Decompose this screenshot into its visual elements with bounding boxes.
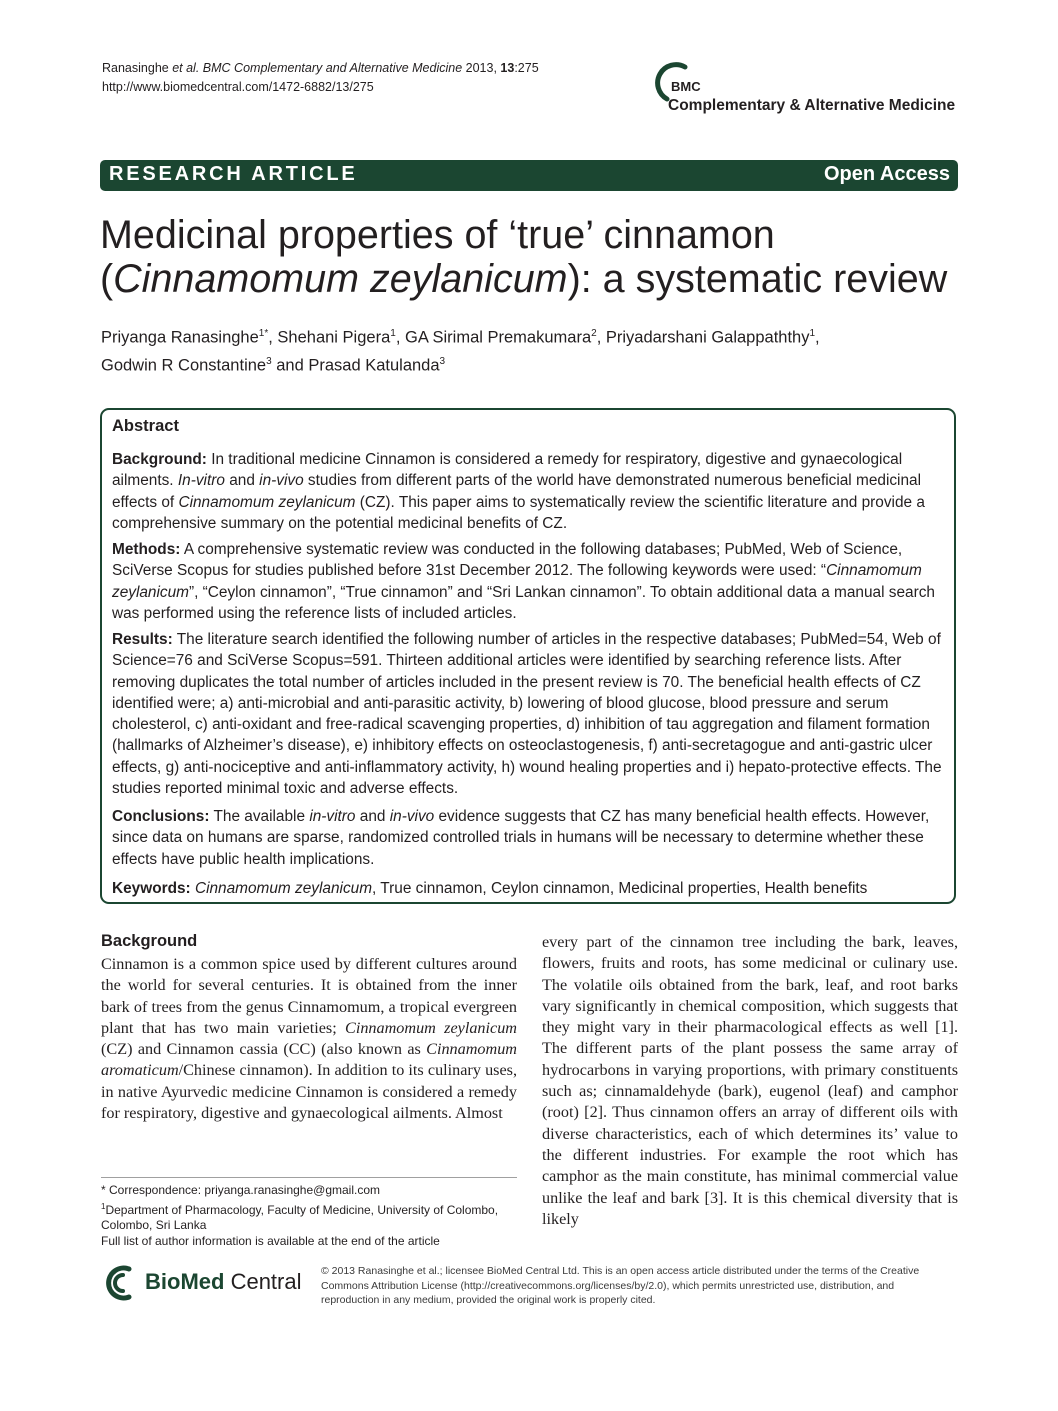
biomed-name	[145, 1269, 302, 1295]
abstract-italic: in-vivo	[389, 808, 435, 825]
abstract-results	[112, 629, 952, 799]
abstract-italic: Cinnamomum zeylanicum	[178, 493, 356, 511]
body-column-right: every part of the cinnamon tree including the bark, leaves, flowers, fruits and roots, has some medicinal or culinary use. The volatile oils obtained from the bark, leaf, and root barks vary significantly in chemical composition, which suggests that they might vary in their pharmacological effects as well [1]. The different parts of the plant possess the same array of hydrocarbons in varying proportions, with primary constituents such as; cinnamaldehyde (bark), eugenol (leaf) and camphor (root) [2]. Thus cinnamon offers an array of different oils with diverse characteristics, each of which determines its’ value to the different industries. For example the root which has camphor as the main constitute, has minimal commercial value unlike the leaf and bark [3]. It is this chemical diversity that is likely	[542, 933, 958, 1228]
title-line-2	[100, 257, 980, 301]
title-rest: ): a systematic review	[567, 257, 948, 301]
author-separator: ,	[815, 328, 820, 347]
abstract-conclusions	[112, 806, 952, 870]
abstract-methods	[112, 539, 952, 624]
abstract-text: The available	[209, 808, 310, 825]
author-affiliation: 1	[809, 328, 816, 339]
abstract-text: studies from different parts of the world have demonstrated numerous beneficial medicinal effects of	[112, 472, 922, 511]
author-affiliation: 1	[390, 328, 396, 339]
citation-year: 2013,	[465, 61, 497, 75]
abstract-methods-label: Methods:	[112, 541, 181, 558]
open-access-label: Open Access	[824, 163, 950, 185]
biomed-word: BioMed	[145, 1269, 225, 1294]
body-text: Cinnamon is a common spice used by different cultures around the world for several centuries. It is obtained from the inner bark of trees from the genus Cinnamomum, a tropical evergreen plant that has two main varieties;	[101, 955, 517, 1037]
abstract-text: ”, “Ceylon cinnamon”, “True cinnamon” and “Sri Lankan cinnamon”. To obtain additional data a manual search was performed using the reference lists of included articles.	[112, 583, 935, 622]
abstract-keywords	[112, 878, 952, 899]
body-italic: Cinnamomum aromaticum	[101, 1040, 517, 1080]
body-italic: Cinnamomum zeylanicum	[345, 1018, 517, 1037]
journal-logo	[655, 61, 965, 121]
article-title	[100, 213, 980, 301]
abstract-italic: in-vivo	[259, 472, 304, 490]
abstract-results-label: Results:	[112, 631, 173, 648]
citation-etal: et al.	[172, 61, 200, 75]
author-separator: ,	[395, 328, 405, 347]
citation-block	[102, 59, 539, 97]
citation-line	[102, 59, 539, 78]
correspondence-note: * Correspondence: priyanga.ranasinghe@gmail.com	[101, 1183, 380, 1197]
abstract-text: In traditional medicine Cinnamon is considered a remedy for respiratory, digestive and gynaecological ailments.	[112, 451, 903, 490]
author-affiliation: 1*	[258, 328, 269, 339]
article-url[interactable]: http://www.biomedcentral.com/1472-6882/13/275	[102, 80, 374, 94]
article-type-banner	[100, 160, 958, 191]
author[interactable]: Godwin R Constantine	[101, 356, 267, 374]
affiliation-note	[101, 1199, 517, 1234]
central-word: Central	[224, 1269, 302, 1294]
abstract-text: (CZ). This paper aims to systematically review the scientific literature and provide a comprehensive summary on the potential medicinal benefits of CZ.	[112, 493, 925, 532]
abstract-text: evidence suggests that CZ has many beneficial health effects. However, since data on humans are sparse, randomized controlled trials in humans will be necessary to determine whether these effects have public health implications.	[112, 808, 930, 868]
abstract-keywords-label: Keywords:	[112, 880, 191, 897]
citation-pages: :275	[514, 61, 539, 75]
author-list	[101, 322, 961, 377]
biomed-swirl-icon	[101, 1263, 141, 1303]
title-line-1: Medicinal properties of ‘true’ cinnamon	[100, 213, 775, 257]
citation-journal: BMC Complementary and Alternative Medicine	[202, 61, 463, 75]
section-heading-background: Background	[101, 932, 198, 950]
abstract-text: The literature search identified the following number of articles in the respective databases; PubMed=54, Web of Science=76 and SciVerse Scopus=591. Thirteen additional articles were identified by searching reference lists. After removing duplicates the total number of articles included in the present review is 70. The beneficial health effects of CZ identified were; a) anti-microbial and anti-parasitic activity, b) lowering of blood glucose, blood pressure and serum cholesterol, c) anti-oxidant and free-radical scavenging properties, d) inhibition of tau aggregation and filament formation (hallmarks of Alzheimer’s disease), e) inhibitory effects on osteoclastogenesis, f) anti-secretagogue and anti-gastric ulcer effects, g) anti-nociceptive and anti-inflammatory activity, h) wound healing properties and i) hepato-protective effects. The studies reported minimal toxic and adverse effects.	[112, 631, 942, 798]
body-text: (CZ) and Cinnamon cassia (CC) (also known as	[101, 1040, 427, 1059]
body-column-left	[101, 954, 517, 1124]
abstract-text: A comprehensive systematic review was conducted in the following databases; PubMed, Web of Science, SciVerse Scopus for studies published before 31st December 2012. The following keywords were used: “	[112, 541, 903, 580]
author-affiliation: 2	[591, 328, 597, 339]
author[interactable]: Priyadarshani Galappaththy	[605, 328, 810, 347]
abstract-italic: Cinnamomum zeylanicum	[190, 880, 373, 897]
article-type-label: RESEARCH ARTICLE	[109, 163, 358, 185]
biomed-central-logo	[101, 1263, 311, 1303]
title-paren: (	[100, 257, 114, 301]
license-text: © 2013 Ranasinghe et al.; licensee BioMed Central Ltd. This is an open access article distributed under the terms of the Creative Commons Attribution License (http://creativecommons.org/licenses/by/2.0), which permits unrestricted use, distribution, and reproduction in any medium, provided the original work is properly cited.	[321, 1265, 920, 1306]
author[interactable]: Shehani Pigera	[277, 328, 391, 347]
abstract-heading: Abstract	[112, 417, 179, 435]
abstract-italic: in-vitro	[309, 808, 356, 825]
citation-authors: Ranasinghe	[102, 61, 169, 75]
abstract-italic: In-vitro	[177, 472, 225, 490]
author-separator: ,	[268, 328, 278, 347]
abstract-text: and	[224, 472, 260, 490]
footnote-divider	[101, 1177, 517, 1178]
abstract-italic: Cinnamomum zeylanicum	[112, 562, 922, 601]
author-affiliation: 3	[439, 355, 446, 367]
abstract-conclusions-label: Conclusions:	[112, 808, 210, 825]
abstract-background-label: Background:	[112, 451, 207, 468]
author-separator: and	[271, 356, 309, 374]
footnotes	[101, 1183, 517, 1249]
affiliation-sup: 1	[101, 1201, 106, 1211]
citation-volume: 13	[500, 61, 515, 75]
abstract-text: and	[355, 808, 390, 825]
author[interactable]: Prasad Katulanda	[308, 356, 440, 374]
abstract-text: , True cinnamon, Ceylon cinnamon, Medicinal properties, Health benefits	[372, 880, 868, 897]
body-text: /Chinese cinnamon). In addition to its culinary uses, in native Ayurvedic medicine Cinnamon is considered a remedy for respiratory, digestive and gynaecological ailments. Almost	[101, 1061, 517, 1123]
full-list-note: Full list of author information is available at the end of the article	[101, 1233, 440, 1248]
author[interactable]: Priyanga Ranasinghe	[101, 328, 259, 347]
abstract-background	[112, 449, 952, 534]
author[interactable]: GA Sirimal Premakumara	[404, 328, 592, 347]
title-species: Cinnamomum zeylanicum	[113, 257, 568, 301]
author-separator: ,	[596, 328, 606, 347]
affiliation-text: Department of Pharmacology, Faculty of Medicine, University of Colombo, Colombo, Sri Lanka	[101, 1202, 499, 1232]
author-affiliation: 3	[266, 355, 272, 367]
logo-journal-name: Complementary & Alternative Medicine	[668, 97, 956, 114]
logo-bmc-word: BMC	[671, 79, 701, 94]
